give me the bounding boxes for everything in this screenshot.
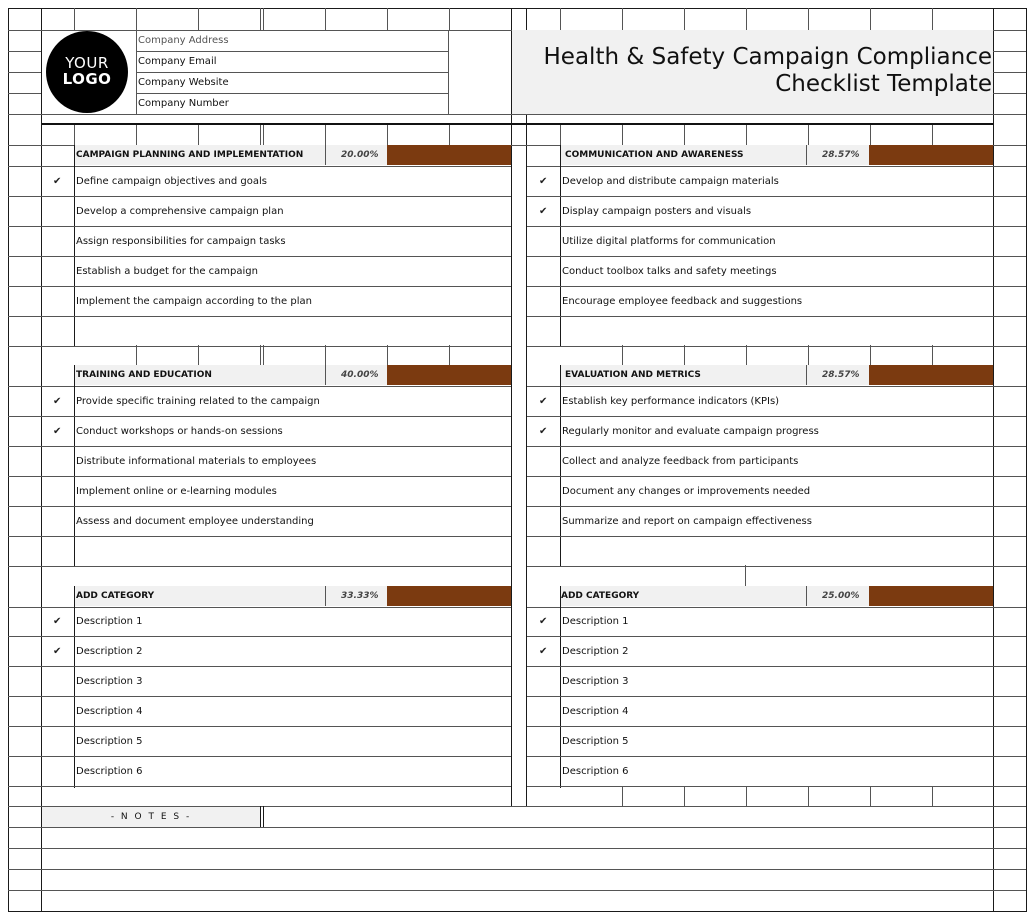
category-title: EVALUATION AND METRICS (565, 370, 701, 380)
item-text: Description 4 (562, 706, 629, 717)
company-website: Company Website (138, 77, 229, 88)
item-text: Distribute informational materials to employees (76, 456, 317, 467)
checkmark-icon[interactable]: ✔ (539, 176, 548, 187)
category-progress-bar (869, 365, 993, 385)
row-line (8, 536, 511, 537)
checkmark-icon[interactable]: ✔ (53, 396, 62, 407)
logo-line2: LOGO (62, 70, 112, 88)
row-line (8, 346, 511, 347)
category-progress-bar (869, 145, 993, 165)
checkmark-icon[interactable]: ✔ (539, 616, 548, 627)
category-progress-bar (387, 145, 511, 165)
item-text: Description 2 (76, 646, 143, 657)
item-text: Description 3 (562, 676, 629, 687)
item-text: Display campaign posters and visuals (562, 206, 752, 217)
category-title: TRAINING AND EDUCATION (76, 370, 212, 380)
item-text: Description 1 (562, 616, 629, 627)
row-line (527, 566, 1026, 567)
category-progress-bar (387, 365, 511, 385)
item-text: Description 2 (562, 646, 629, 657)
notes-label: - N O T E S - (42, 807, 260, 827)
title-line1: Health & Safety Campaign Compliance (543, 44, 992, 70)
category-percent: 33.33% (341, 591, 379, 601)
category-percent: 40.00% (341, 370, 379, 380)
item-text: Establish key performance indicators (KPIs) (562, 396, 780, 407)
checkmark-icon[interactable]: ✔ (539, 646, 548, 657)
company-address: Company Address (138, 35, 229, 46)
item-text: Document any changes or improvements needed (562, 486, 811, 497)
category-title: ADD CATEGORY (561, 591, 640, 601)
item-text: Assess and document employee understanding (76, 516, 314, 527)
category-percent: 20.00% (341, 150, 379, 160)
category-title: COMMUNICATION AND AWARENESS (565, 150, 744, 160)
item-text: Conduct toolbox talks and safety meetings (562, 266, 777, 277)
item-text: Conduct workshops or hands-on sessions (76, 426, 283, 437)
logo-line1: YOUR (65, 54, 109, 72)
item-text: Define campaign objectives and goals (76, 176, 267, 187)
item-text: Description 6 (76, 766, 143, 777)
checkmark-icon[interactable]: ✔ (53, 616, 62, 627)
item-text: Develop and distribute campaign materials (562, 176, 779, 187)
company-logo (46, 31, 128, 113)
item-text: Collect and analyze feedback from participants (562, 456, 799, 467)
item-text: Description 5 (562, 736, 629, 747)
checkmark-icon[interactable]: ✔ (53, 176, 62, 187)
header-divider (325, 365, 326, 385)
checkmark-icon[interactable]: ✔ (539, 426, 548, 437)
header-divider (806, 586, 807, 606)
header-divider (325, 145, 326, 165)
item-text: Description 3 (76, 676, 143, 687)
company-number: Company Number (138, 98, 229, 109)
category-percent: 25.00% (822, 591, 860, 601)
row-line (8, 566, 511, 567)
row-line (8, 786, 511, 787)
checkmark-icon[interactable]: ✔ (53, 646, 62, 657)
item-text: Encourage employee feedback and suggestions (562, 296, 803, 307)
company-email: Company Email (138, 56, 217, 67)
category-percent: 28.57% (822, 150, 860, 160)
item-text: Regularly monitor and evaluate campaign progress (562, 426, 819, 437)
item-text: Description 5 (76, 736, 143, 747)
row-line (8, 316, 511, 317)
checkmark-icon[interactable]: ✔ (539, 396, 548, 407)
item-text: Provide specific training related to the campaign (76, 396, 320, 407)
row-line (527, 316, 1026, 317)
row-line (527, 786, 1026, 787)
category-progress-bar (387, 586, 511, 606)
item-text: Description 1 (76, 616, 143, 627)
category-percent: 28.57% (822, 370, 860, 380)
checkmark-icon[interactable]: ✔ (53, 426, 62, 437)
item-text: Implement the campaign according to the plan (76, 296, 312, 307)
row-line (527, 346, 1026, 347)
item-text: Establish a budget for the campaign (76, 266, 258, 277)
header-divider (325, 586, 326, 606)
header-divider (806, 145, 807, 165)
item-text: Assign responsibilities for campaign tasks (76, 236, 286, 247)
category-progress-bar (869, 586, 993, 606)
category-title: ADD CATEGORY (76, 591, 155, 601)
checkmark-icon[interactable]: ✔ (539, 206, 548, 217)
item-text: Utilize digital platforms for communication (562, 236, 776, 247)
item-text: Develop a comprehensive campaign plan (76, 206, 284, 217)
item-text: Implement online or e-learning modules (76, 486, 277, 497)
title-line2: Checklist Template (775, 71, 992, 97)
header-divider (806, 365, 807, 385)
item-text: Summarize and report on campaign effectiveness (562, 516, 812, 527)
category-title: CAMPAIGN PLANNING AND IMPLEMENTATION (76, 150, 304, 160)
item-text: Description 6 (562, 766, 629, 777)
item-text: Description 4 (76, 706, 143, 717)
document-title (512, 30, 993, 114)
row-line (527, 536, 1026, 537)
